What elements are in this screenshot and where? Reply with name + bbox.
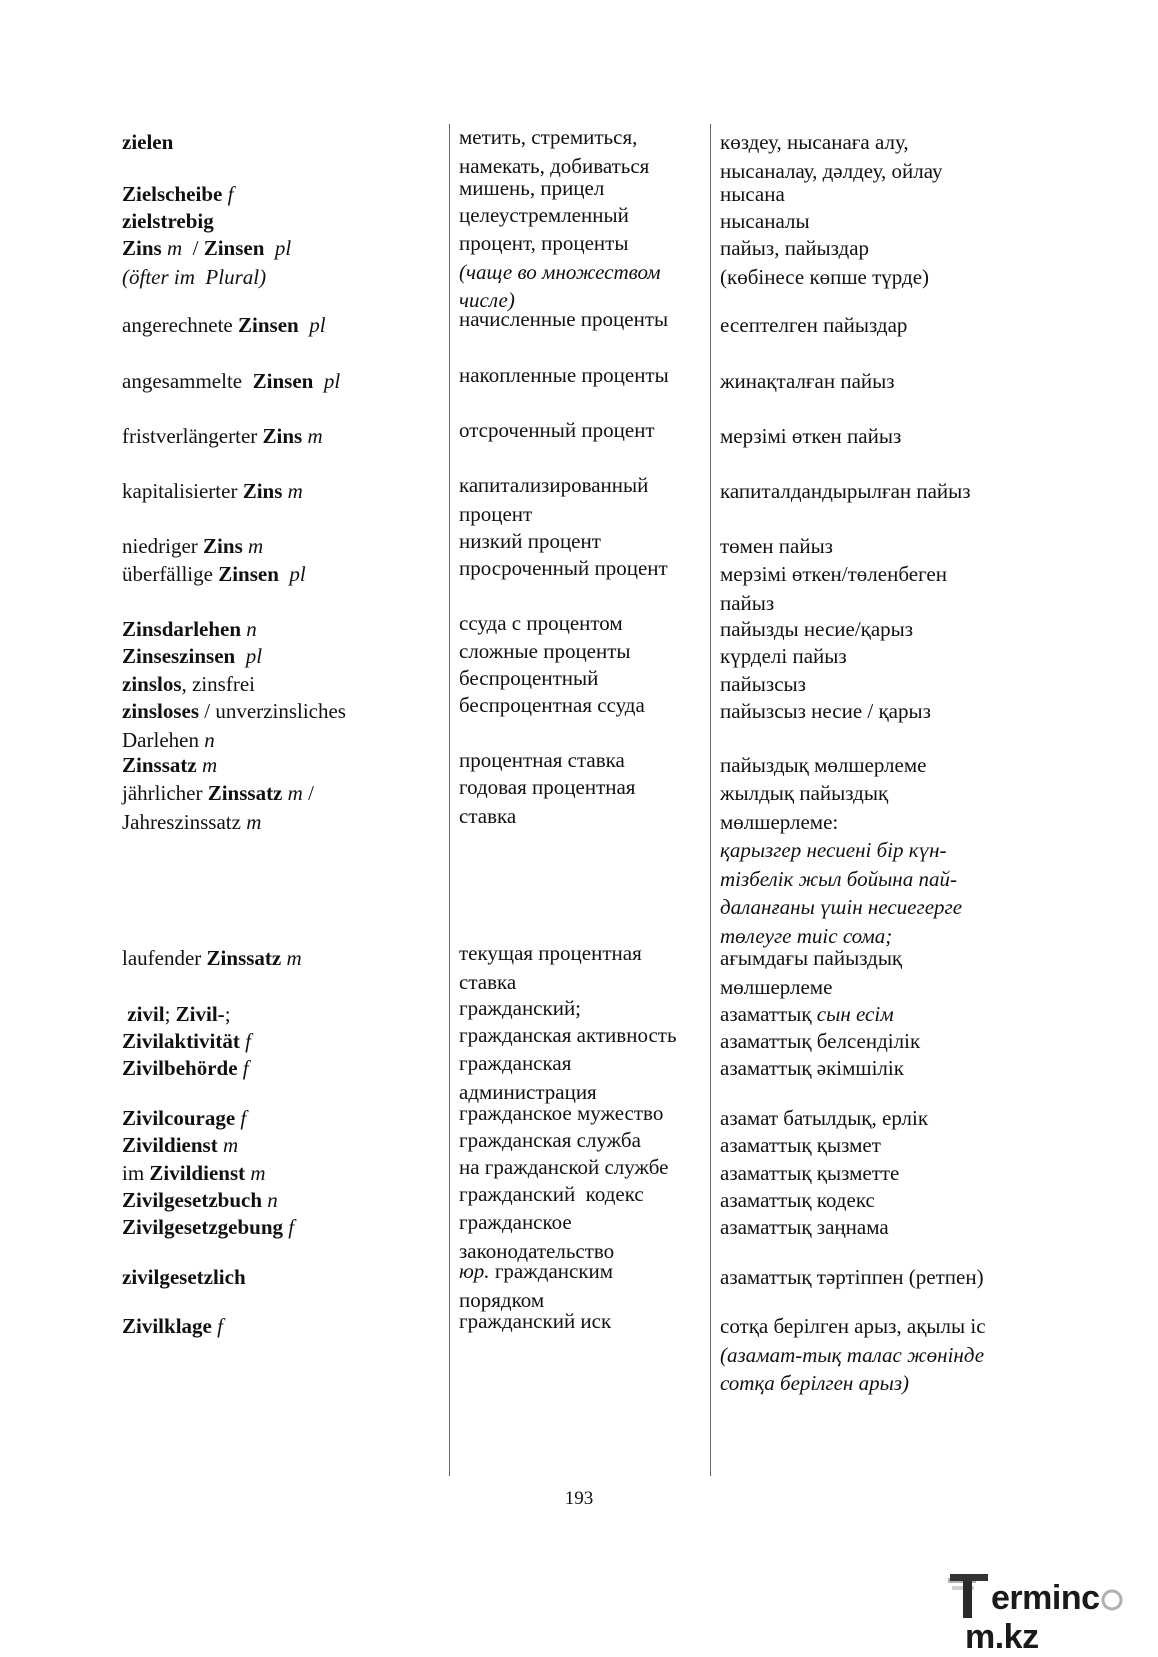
translation-kk: азамат батылдық, ерлік — [720, 1106, 929, 1130]
term-de: Zinssatz m — [122, 753, 218, 777]
term-de: zivilgesetzlich — [122, 1265, 246, 1289]
translation-ru: целеустремленный — [459, 203, 629, 227]
translation-ru: отсроченный процент — [459, 418, 655, 442]
translation-kk: сотқа берілген арыз, ақылы іс (азамат-тық талас жөнінде сотқа берілген арыз) — [720, 1314, 986, 1395]
term-de: angesammelte Zinsen pl — [122, 369, 341, 393]
translation-ru: гражданская активность — [459, 1023, 677, 1047]
translation-ru: на гражданской службе — [459, 1155, 669, 1179]
term-de: kapitalisierter Zins m — [122, 479, 303, 503]
translation-ru: гражданская служба — [459, 1128, 641, 1152]
translation-ru: накопленные проценты — [459, 363, 669, 387]
translation-ru: годовая процентная ставка — [459, 775, 636, 828]
translation-ru: мишень, прицел — [459, 176, 605, 200]
term-de: fristverlängerter Zins m — [122, 424, 323, 448]
translation-kk: жинақталған пайыз — [720, 369, 895, 393]
term-de: zinsloses / unverzinsliches Darlehen n — [122, 699, 346, 752]
term-de: zielstrebig — [122, 209, 214, 233]
translation-kk: пайызсыз несие / қарыз — [720, 699, 931, 723]
translation-kk: азаматтық заңнама — [720, 1215, 889, 1239]
term-de: zinslos, zinsfrei — [122, 672, 255, 696]
term-de: Zivilcourage f — [122, 1106, 247, 1130]
translation-ru: метить, стремиться, намекать, добиваться — [459, 125, 650, 178]
translation-kk: пайызсыз — [720, 672, 806, 696]
translation-ru: гражданское мужество — [459, 1101, 664, 1125]
term-de: Zins m / Zinsen pl (öfter im Plural) — [122, 236, 292, 289]
term-de: zielen — [122, 130, 174, 154]
translation-ru: процент, проценты (чаще во множеством числе) — [459, 231, 661, 312]
translation-kk: азаматтық тәртіппен (ретпен) — [720, 1265, 984, 1289]
translation-kk: есептелген пайыздар — [720, 313, 908, 337]
translation-ru: начисленные проценты — [459, 307, 669, 331]
translation-kk: пайыз, пайыздар (көбінесе көпше түрде) — [720, 236, 930, 289]
translation-kk: ағымдағы пайыздық мөлшерлеме — [720, 946, 903, 999]
translation-ru: просроченный процент — [459, 556, 668, 580]
term-de: Zivilbehörde f — [122, 1056, 249, 1080]
translation-ru: низкий процент — [459, 529, 601, 553]
translation-kk: жылдық пайыздық мөлшерлеме: қарызгер несиені бір күн- тізбелік жыл бойына пай- даланғаны үшін несиегерге төлеуге тиіс сома; — [720, 781, 963, 948]
translation-kk: азаматтық қызметте — [720, 1161, 900, 1185]
translation-kk: мерзімі өткен/төленбеген пайыз — [720, 562, 947, 615]
term-de: Zinsdarlehen n — [122, 617, 257, 641]
translation-ru: беспроцентная ссуда — [459, 693, 645, 717]
translation-ru: текущая процентная ставка — [459, 941, 642, 994]
translation-kk: пайыздық мөлшерлеме — [720, 753, 927, 777]
translation-ru: гражданское законодательство — [459, 1210, 615, 1263]
translation-ru: ссуда с процентом — [459, 611, 623, 635]
translation-ru: беспроцентный — [459, 666, 599, 690]
translation-ru: гражданский; — [459, 996, 582, 1020]
term-de: im Zivildienst m — [122, 1161, 266, 1185]
term-de: angerechnete Zinsen pl — [122, 313, 326, 337]
translation-kk: мерзімі өткен пайыз — [720, 424, 902, 448]
term-de: überfällige Zinsen pl — [122, 562, 306, 586]
page-number: 193 — [564, 1488, 594, 1509]
term-de: niedriger Zins m — [122, 534, 264, 558]
translation-kk: көздеу, нысанаға алу, нысаналау, дәлдеу, ойлау — [720, 130, 943, 183]
translation-kk: нысана — [720, 182, 785, 206]
translation-ru: гражданская администрация — [459, 1051, 597, 1104]
translation-kk: азаматтық қызмет — [720, 1133, 881, 1157]
translation-ru: сложные проценты — [459, 639, 631, 663]
logo-text: ermincm.kz — [965, 1579, 1150, 1657]
term-de: Zivilaktivität f — [122, 1029, 251, 1053]
terminkom-logo[interactable] — [945, 1574, 1150, 1656]
term-de: Zivilgesetzgebung f — [122, 1215, 295, 1239]
term-de: Zivilklage f — [122, 1314, 223, 1338]
translation-kk: азаматтық кодекс — [720, 1188, 875, 1212]
column-divider-2 — [710, 124, 711, 1476]
translation-ru: гражданский кодекс — [459, 1182, 644, 1206]
translation-ru: юр. гражданским порядком — [459, 1259, 614, 1312]
translation-kk: капиталдандырылған пайыз — [720, 479, 971, 503]
logo-o-icon — [1100, 1586, 1124, 1612]
translation-kk: азаматтық әкімшілік — [720, 1056, 904, 1080]
translation-kk: төмен пайыз — [720, 534, 833, 558]
translation-ru: процентная ставка — [459, 748, 625, 772]
translation-kk: азаматтық белсенділік — [720, 1029, 921, 1053]
term-de: Zielscheibe f — [122, 182, 234, 206]
term-de: laufender Zinssatz m — [122, 946, 302, 970]
translation-kk: күрделі пайыз — [720, 644, 847, 668]
term-de: Zivildienst m — [122, 1133, 239, 1157]
translation-kk: пайызды несие/қарыз — [720, 617, 914, 641]
translation-kk: азаматтық сын есім — [720, 1002, 894, 1026]
term-de: jährlicher Zinssatz m / Jahreszinssatz m — [122, 781, 314, 834]
column-divider-1 — [449, 124, 450, 1476]
term-de: Zivilgesetzbuch n — [122, 1188, 278, 1212]
translation-ru: гражданский иск — [459, 1309, 612, 1333]
translation-ru: капитализированный процент — [459, 473, 649, 526]
translation-kk: нысаналы — [720, 209, 810, 233]
term-de: zivil; Zivil-; — [127, 1002, 231, 1026]
term-de: Zinseszinsen pl — [122, 644, 263, 668]
